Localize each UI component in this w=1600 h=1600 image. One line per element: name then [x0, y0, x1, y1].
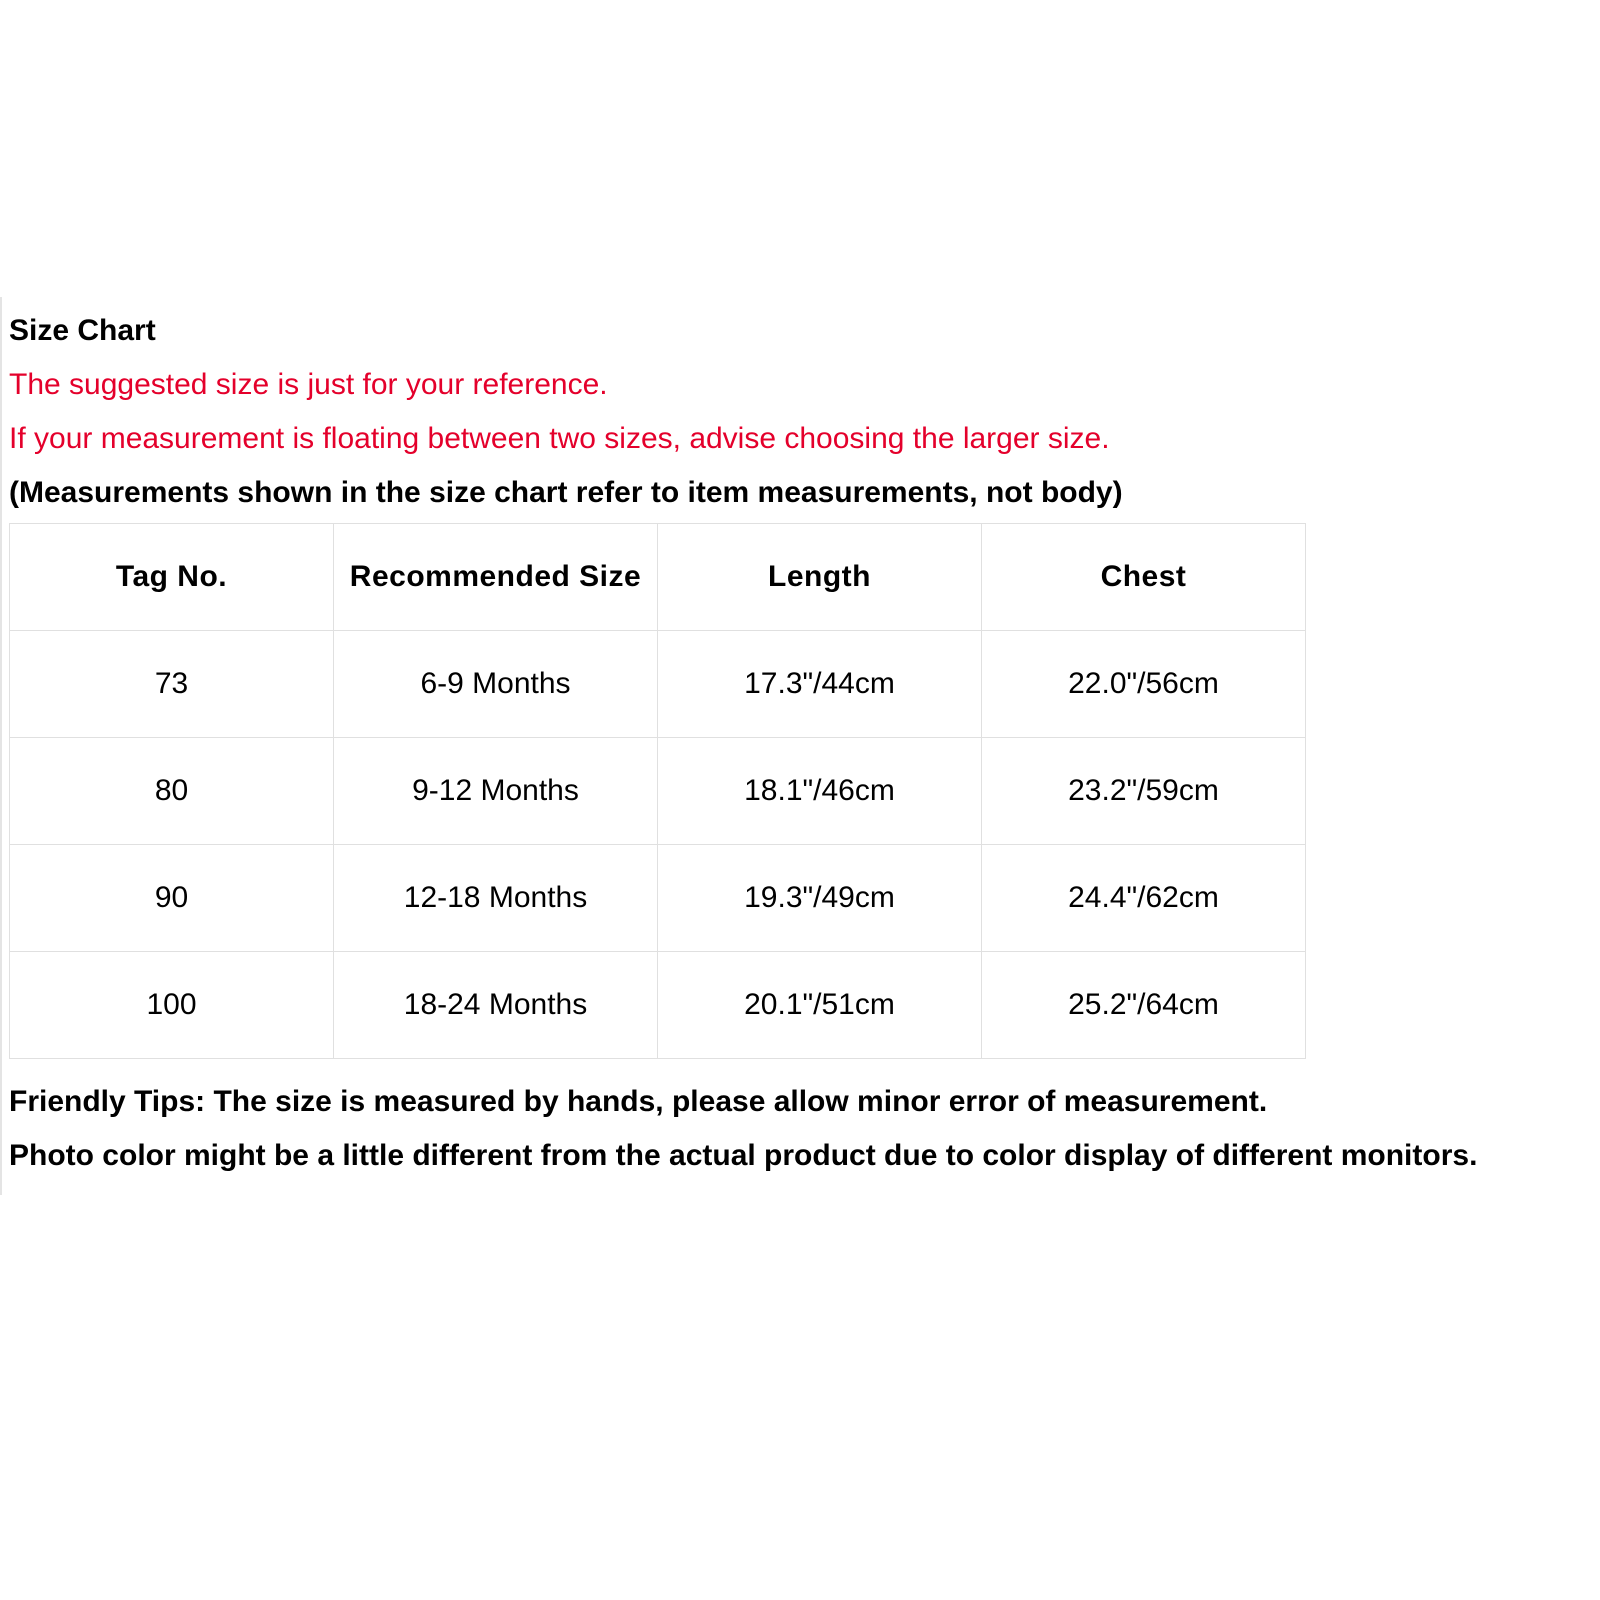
cell-recommended-size: 9-12 Months	[334, 738, 658, 845]
cell-tag-no: 90	[10, 845, 334, 952]
header-tag-no: Tag No.	[10, 524, 334, 631]
table-row	[10, 631, 1306, 738]
friendly-tips	[9, 1079, 1597, 1187]
table-row	[10, 845, 1306, 952]
table-row	[10, 738, 1306, 845]
left-edge-line	[0, 297, 2, 1195]
table-row	[10, 952, 1306, 1059]
size-chart-document	[9, 308, 1597, 1187]
size-table	[9, 523, 1306, 1059]
cell-length: 20.1"/51cm	[658, 952, 982, 1059]
tip-measurement: Friendly Tips: The size is measured by hands, please allow minor error of measurement.	[9, 1085, 1268, 1118]
cell-chest: 22.0"/56cm	[982, 631, 1306, 738]
cell-recommended-size: 6-9 Months	[334, 631, 658, 738]
header-length: Length	[658, 524, 982, 631]
header-chest: Chest	[982, 524, 1306, 631]
table-header-row	[10, 524, 1306, 631]
cell-recommended-size: 18-24 Months	[334, 952, 658, 1059]
cell-length: 18.1"/46cm	[658, 738, 982, 845]
cell-length: 17.3"/44cm	[658, 631, 982, 738]
cell-length: 19.3"/49cm	[658, 845, 982, 952]
cell-chest: 24.4"/62cm	[982, 845, 1306, 952]
larger-size-note: If your measurement is floating between two sizes, advise choosing the larger size.	[9, 422, 1110, 455]
page-title: Size Chart	[9, 314, 156, 347]
cell-tag-no: 100	[10, 952, 334, 1059]
measurement-note: (Measurements shown in the size chart refer to item measurements, not body)	[9, 476, 1123, 509]
header-recommended-size: Recommended Size	[334, 524, 658, 631]
cell-chest: 23.2"/59cm	[982, 738, 1306, 845]
cell-tag-no: 73	[10, 631, 334, 738]
cell-recommended-size: 12-18 Months	[334, 845, 658, 952]
reference-note: The suggested size is just for your reference.	[9, 368, 608, 401]
cell-chest: 25.2"/64cm	[982, 952, 1306, 1059]
cell-tag-no: 80	[10, 738, 334, 845]
tip-photo-color: Photo color might be a little different from the actual product due to color display of different monitors.	[9, 1139, 1478, 1172]
